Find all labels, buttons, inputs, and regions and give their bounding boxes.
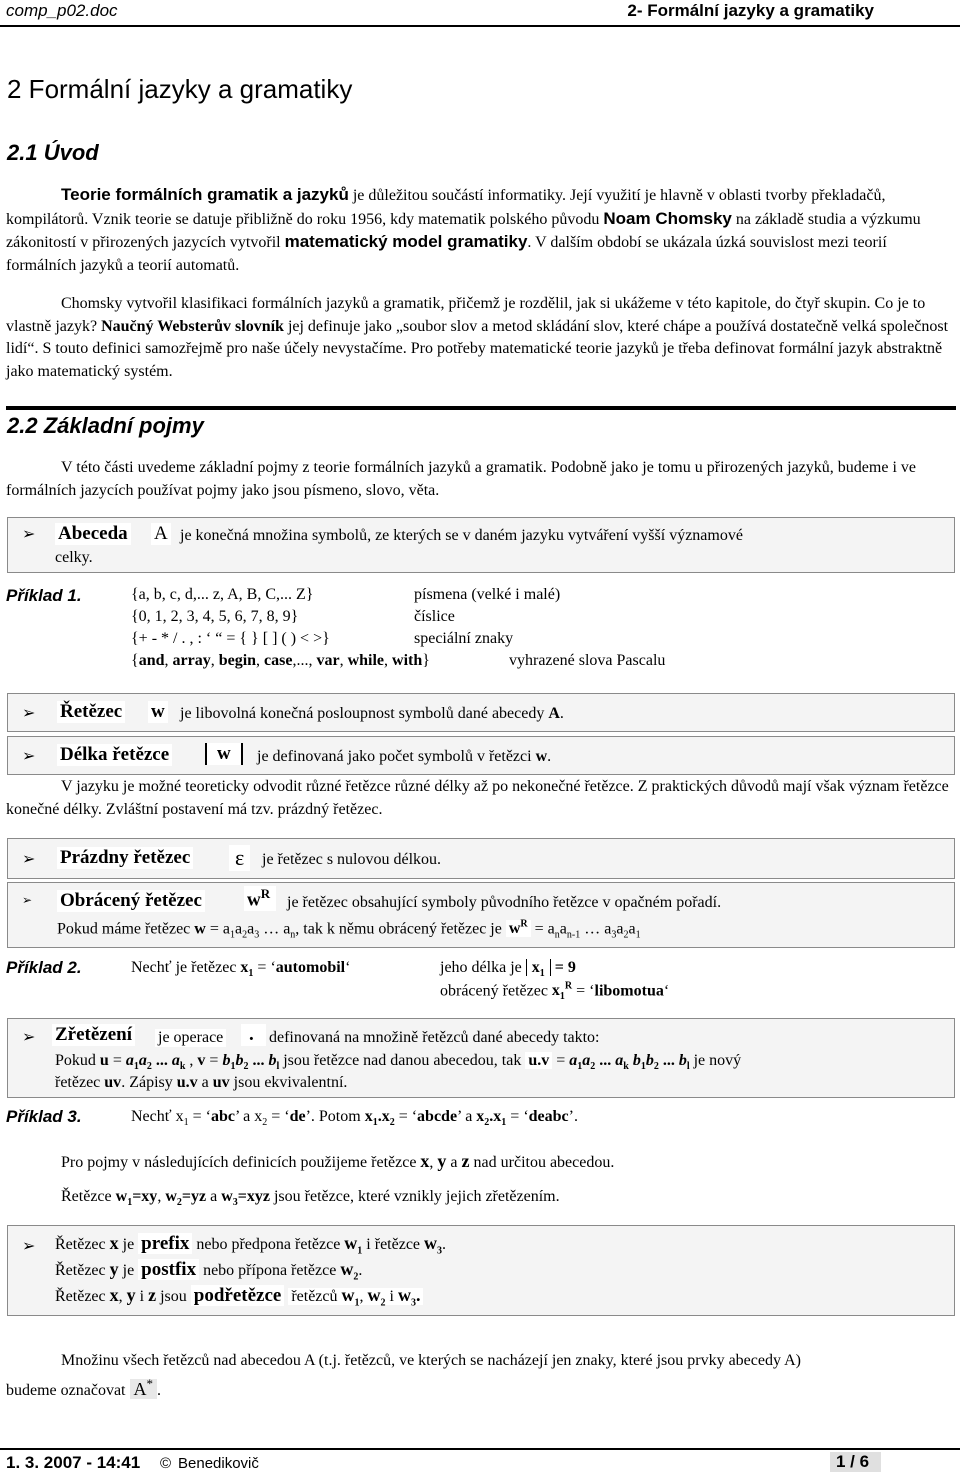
example-1-set-2: {0, 1, 2, 3, 4, 5, 6, 7, 8, 9} xyxy=(131,608,299,625)
strings-xyz-paragraph: Pro pojmy v následujících definicích použijeme řetězce x, y a z nad určitou abecedou. xyxy=(61,1151,615,1171)
arrow-bullet-icon: ➢ xyxy=(22,1236,36,1255)
example-2-label: Příklad 2. xyxy=(6,958,82,977)
header-rule xyxy=(0,25,960,27)
intro-paragraph: Teorie formálních gramatik a jazyků je důležitou součástí informatiky. Její využití je hlavně v oblasti tvorby překladačů, kompilátorů. Vznik teorie se datuje přibližně do roku 1956, kdy matematik polského původu Noam Chomsky na základě studia a výzkumu zákonitostí v přirozených jazycích vytvořil matematický model gramatiky. V dalším období se ukázala úzká souvislost mezi teorií formálních jazyků a teorií automatů. xyxy=(6,185,921,274)
example-1-set-4: {and, array, begin, case,..., var, while, with} xyxy=(131,652,430,669)
footer-rule xyxy=(0,1448,960,1450)
copyright-icon: © xyxy=(160,1455,172,1472)
arrow-bullet-icon: ➢ xyxy=(22,746,36,765)
example-1-desc-3: speciální znaky xyxy=(414,630,514,647)
prazdny-text: je řetězec s nulovou délkou. xyxy=(262,851,442,868)
obraceny-text: je řetězec obsahující symboly původního řetězce v opačném pořadí. xyxy=(287,894,722,911)
example-1-desc-2: číslice xyxy=(414,608,455,625)
arrow-bullet-icon: ➢ xyxy=(22,1027,36,1046)
chapter-title: 2 Formální jazyky a gramatiky xyxy=(7,74,353,104)
example-1-set-1: {a, b, c, d,... z, A, B, C,... Z} xyxy=(131,586,314,603)
footer-page-number: 1 / 6 xyxy=(830,1452,881,1472)
definition-box-abeceda xyxy=(7,517,955,573)
header-chapter: 2- Formální jazyky a gramatiky xyxy=(627,1,874,20)
section-heading-uvod: 2.1 Úvod xyxy=(7,140,99,165)
string-length-paragraph: V jazyku je možné teoreticky odvodit různé řetězce různé délky až po nekonečné řetězce. Z praktických důvodů mají však význam řetězce konečné délky. Zvláštní postavení má tzv. prázdný řetězec. xyxy=(6,778,949,818)
term-prazdny-retezec: Prázdny řetězec xyxy=(57,847,193,869)
retezec-text: je libovolná konečná posloupnost symbolů dané abecedy A. xyxy=(180,705,564,722)
term-zretezeni: Zřetězení xyxy=(52,1024,135,1046)
section-rule xyxy=(6,406,956,410)
concat-strings-paragraph: Řetězce $w_1=xy$, $w_2=yz$ a $w_3=xyz$ jsou řetězce, které vznikly jejich zřetězením. xyxy=(61,1188,560,1209)
zretezeni-line-2: Pokud $u = a_1a_2$ ... $a_k$ , $v = b_1b_2$ ... $b_l$ jsou řetězce nad danou abecedou, tak $u.v = a_1a_2$ ... $a_k$ $b_1b_2$ ... $b_l$ je nový xyxy=(55,1052,742,1073)
example-1-set-3: {+ - * / . , : ‘ “ = { } [ ] ( ) < >} xyxy=(131,630,330,647)
example-3-label: Příklad 3. xyxy=(6,1107,82,1126)
prefix-line: Řetězec x je prefix nebo předpona řetězce $w_1$ i řetězce $w_3$. xyxy=(55,1233,447,1257)
symbol-epsilon: ε xyxy=(229,845,250,871)
zretezeni-line-3: řetězec uv. Zápisy u.v a uv jsou ekvivalentní. xyxy=(55,1074,348,1091)
example-2-reversed: obrácený řetězec $x_1^R$ = ‘libomotua‘ xyxy=(440,981,670,1003)
arrow-bullet-icon: ➢ xyxy=(22,893,33,907)
section-heading-zakladni-pojmy: 2.2 Základní pojmy xyxy=(7,413,204,438)
arrow-bullet-icon: ➢ xyxy=(22,703,36,722)
example-1-desc-4: vyhrazené slova Pascalu xyxy=(509,652,666,669)
postfix-line: Řetězec y je postfix nebo přípona řetězce $w_2$. xyxy=(55,1259,363,1283)
concat-operator: . xyxy=(241,1024,266,1046)
abeceda-text: je konečná množina symbolů, ze kterých se v daném jazyku vytváření vyšší významové xyxy=(180,527,743,544)
substring-line: Řetězec x, y i z jsou podřetězce řetězců $w_1$, $w_2$ i $w_3$. xyxy=(55,1285,423,1309)
delka-text: je definovaná jako počet symbolů v řetězci w. xyxy=(257,748,552,765)
basics-intro: V této části uvedeme základní pojmy z teorie formálních jazyků a gramatik. Podobně jako je tomu u přirozených jazyků, budeme i ve formálních jazycích používat pojmy jako jsou písmeno, slovo, věta. xyxy=(6,459,916,499)
kleene-star-line: budeme označovat A* . xyxy=(6,1376,161,1399)
header-filename: comp_p02.doc xyxy=(6,1,118,20)
example-2-text: Nechť je řetězec $x_1$ = ‘automobil‘ xyxy=(131,959,351,980)
example-2-length: jeho délka je $x_1 = 9$ xyxy=(440,959,576,980)
footer-date: 1. 3. 2007 - 14:41 xyxy=(6,1453,141,1472)
arrow-bullet-icon: ➢ xyxy=(22,524,36,543)
example-1-label: Příklad 1. xyxy=(6,586,82,605)
length-w: w xyxy=(205,743,243,765)
footer-author: Benedikovič xyxy=(178,1455,259,1472)
arrow-bullet-icon: ➢ xyxy=(22,849,36,868)
symbol-a: A xyxy=(151,523,171,545)
symbol-w-reversed: $w^R$ xyxy=(244,886,276,911)
term-retezec: Řetězec xyxy=(57,701,125,723)
example-3-text: Nechť $x_1$ = ‘abc’ a $x_2$ = ‘de’. Potom $x_1.x_2$ = ‘abcde’ a $x_2.x_1$ = ‘deabc’. xyxy=(131,1108,578,1129)
obraceny-line-2: Pokud máme řetězec $w = a_1a_2a_3$ … $a_n$, tak k němu obrácený řetězec je $w^R = a_na_{n-1}$ … $a_3a_2a_1$ xyxy=(57,919,641,941)
zretezeni-text-1: je operace xyxy=(155,1029,226,1047)
kleene-paragraph: Množinu všech řetězců nad abecedou A (t.j. řetězců, ve kterých se nacházejí jen znaky, které jsou prvky abecedy A) xyxy=(61,1352,801,1369)
term-abeceda: Abeceda xyxy=(55,523,131,545)
term-obraceny-retezec: Obrácený řetězec xyxy=(57,890,205,912)
example-1-desc-1: písmena (velké i malé) xyxy=(414,586,561,603)
zretezeni-text-2: definovaná na množině řetězců dané abecedy takto: xyxy=(269,1029,600,1046)
term-delka-retezce: Délka řetězce xyxy=(57,744,172,766)
symbol-w: w xyxy=(148,701,168,723)
chomsky-paragraph: Chomsky vytvořil klasifikaci formálních jazyků a gramatik, přičemž je rozdělil, jak si ukážeme v této kapitole, do čtyř skupin. Co je to vlastně jazyk? Naučný Websterův slovník jej definuje jako „soubor slov a metod skládání slov, které chápe a používá dostatečně velká společnost lidí“. S touto definici samozřejmě pro naše účely nevystačíme. Pro potřeby matematické teorie jazyků je třeba definovat formální jazyk abstraktně jako matematický systém. xyxy=(6,295,949,380)
abeceda-text-2: celky. xyxy=(55,549,93,566)
